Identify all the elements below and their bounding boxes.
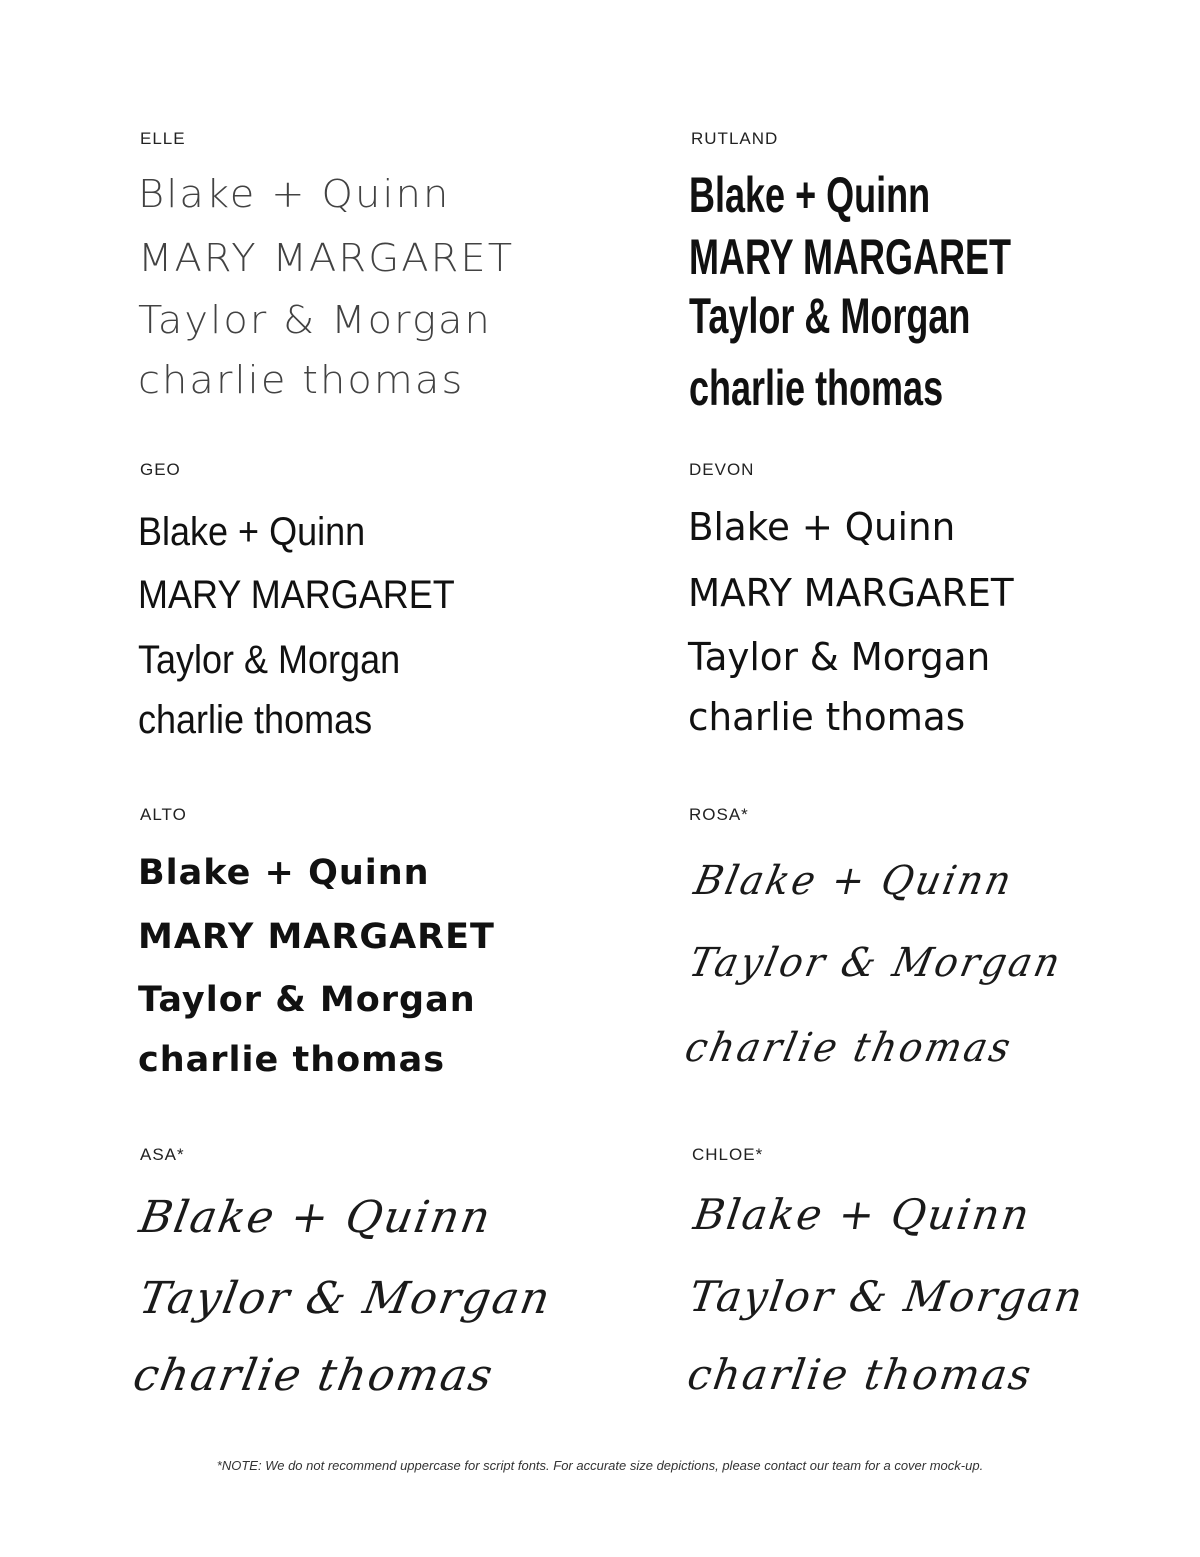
geo-sample-4: charlie thomas xyxy=(138,698,373,742)
elle-sample-1: Blake + Quinn xyxy=(138,172,451,216)
rutland-sample-3: Taylor & Morgan xyxy=(689,288,971,344)
asa-sample-3: charlie thomas xyxy=(129,1350,498,1401)
elle-sample-3: Taylor & Morgan xyxy=(138,298,492,342)
font-name-devon: DEVON xyxy=(689,460,755,479)
alto-sample-3: Taylor & Morgan xyxy=(138,980,476,1020)
elle-sample-4: charlie thomas xyxy=(138,358,465,402)
font-name-geo: GEO xyxy=(140,460,181,479)
alto-sample-1: Blake + Quinn xyxy=(138,853,430,893)
font-name-elle: ELLE xyxy=(140,129,186,148)
devon-sample-1: Blake + Quinn xyxy=(688,505,956,549)
devon-sample-3: Taylor & Morgan xyxy=(688,635,991,679)
chloe-sample-1: Blake + Quinn xyxy=(690,1190,1035,1239)
font-name-rosa: ROSA* xyxy=(689,805,749,824)
devon-sample-4: charlie thomas xyxy=(688,695,966,739)
alto-sample-4: charlie thomas xyxy=(138,1040,446,1080)
chloe-sample-3: charlie thomas xyxy=(684,1350,1036,1399)
alto-sample-2: MARY MARGARET xyxy=(138,917,495,957)
rutland-sample-4: charlie thomas xyxy=(689,360,944,416)
chloe-sample-2: Taylor & Morgan xyxy=(686,1272,1088,1321)
rutland-sample-1: Blake + Quinn xyxy=(689,167,931,223)
rosa-sample-3: charlie thomas xyxy=(681,1025,1018,1071)
rosa-sample-2: Taylor & Morgan xyxy=(685,940,1067,986)
font-name-chloe: CHLOE* xyxy=(692,1145,764,1164)
rutland-sample-2: MARY MARGARET xyxy=(689,229,1011,285)
geo-sample-1: Blake + Quinn xyxy=(138,510,366,554)
asa-sample-1: Blake + Quinn xyxy=(135,1192,496,1243)
font-name-alto: ALTO xyxy=(140,805,187,824)
font-name-asa: ASA* xyxy=(140,1145,185,1164)
footer-note: *NOTE: We do not recommend uppercase for script fonts. For accurate size depictions, please contact our team for a cover mock-up. xyxy=(216,1458,984,1473)
font-name-rutland: RUTLAND xyxy=(691,129,779,148)
asa-sample-2: Taylor & Morgan xyxy=(135,1273,556,1324)
elle-sample-2: MARY MARGARET xyxy=(138,236,515,280)
rosa-sample-1: Blake + Quinn xyxy=(690,858,1018,904)
geo-sample-3: Taylor & Morgan xyxy=(138,638,401,682)
geo-sample-2: MARY MARGARET xyxy=(138,573,455,617)
devon-sample-2: MARY MARGARET xyxy=(688,571,1014,615)
